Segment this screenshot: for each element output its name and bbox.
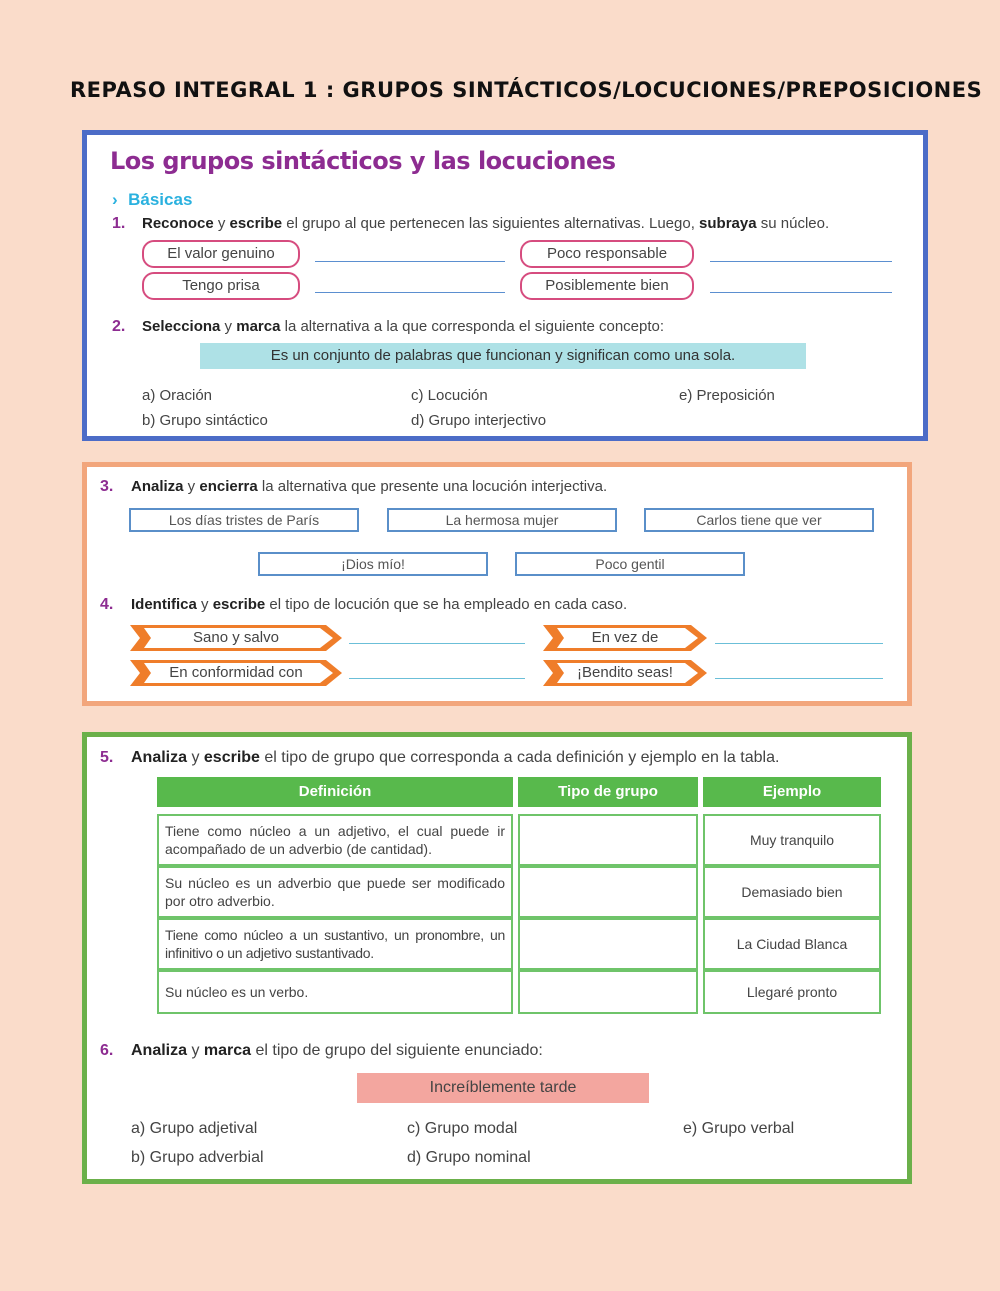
option-c[interactable]: c) Grupo modal <box>407 1120 518 1137</box>
question-number: 6. <box>100 1042 114 1059</box>
question-2-text: Selecciona y marca la alternativa a la que corresponda el siguiente concepto: <box>142 318 665 335</box>
question-5-text: Analiza y escribe el tipo de grupo que corresponda a cada definición y ejemplo en la tabla. <box>131 749 780 766</box>
panel-locuciones <box>82 462 912 706</box>
panel-grupos-sintacticos <box>82 130 928 441</box>
subheading-basicas <box>112 190 192 210</box>
table-header-ejemplo: Ejemplo <box>703 777 881 807</box>
option-b[interactable]: b) Grupo sintáctico <box>142 412 268 429</box>
q3-option[interactable]: Carlos tiene que ver <box>644 508 874 532</box>
q4-item-arrow: ¡Bendito seas! <box>543 660 707 686</box>
panel-tabla-grupos <box>82 732 912 1184</box>
option-a[interactable]: a) Grupo adjetival <box>131 1120 258 1137</box>
table-header-tipo: Tipo de grupo <box>518 777 698 807</box>
question-number: 3. <box>100 478 114 495</box>
q1-item: El valor genuino <box>142 240 300 268</box>
option-c[interactable]: c) Locución <box>411 387 488 404</box>
question-1-text: Reconoce y escribe el grupo al que pertenecen las siguientes alternativas. Luego, subraya su núcleo. <box>142 215 830 232</box>
answer-line[interactable] <box>315 261 505 262</box>
answer-line[interactable] <box>349 643 525 644</box>
table-cell-definition: Su núcleo es un verbo. <box>157 970 513 1014</box>
option-e[interactable]: e) Preposición <box>679 387 775 404</box>
q3-option[interactable]: La hermosa mujer <box>387 508 617 532</box>
q1-item: Posiblemente bien <box>520 272 694 300</box>
q1-item: Tengo prisa <box>142 272 300 300</box>
table-cell-definition: Tiene como núcleo a un adjetivo, el cual puede ir acompañado de un adverbio (de cantidad). <box>157 814 513 866</box>
statement-box: Increíblemente tarde <box>357 1073 649 1103</box>
question-number: 4. <box>100 596 114 613</box>
page-title: REPASO INTEGRAL 1 : GRUPOS SINTÁCTICOS/LOCUCIONES/PREPOSICIONES <box>70 78 983 102</box>
q1-item: Poco responsable <box>520 240 694 268</box>
table-cell-example: Muy tranquilo <box>703 814 881 866</box>
option-d[interactable]: d) Grupo nominal <box>407 1149 531 1166</box>
answer-line[interactable] <box>710 261 892 262</box>
option-e[interactable]: e) Grupo verbal <box>683 1120 795 1137</box>
concept-box: Es un conjunto de palabras que funcionan y significan como una sola. <box>200 343 806 369</box>
answer-line[interactable] <box>349 678 525 679</box>
table-cell-example: Demasiado bien <box>703 866 881 918</box>
subheading-label: Básicas <box>128 190 193 209</box>
table-cell-type-input[interactable] <box>518 814 698 866</box>
q4-item-arrow: Sano y salvo <box>130 625 342 651</box>
q4-item-arrow: En conformidad con <box>130 660 342 686</box>
table-cell-type-input[interactable] <box>518 918 698 970</box>
q3-option[interactable]: Poco gentil <box>515 552 745 576</box>
table-cell-example: Llegaré pronto <box>703 970 881 1014</box>
answer-line[interactable] <box>710 292 892 293</box>
option-a[interactable]: a) Oración <box>142 387 213 404</box>
table-cell-example: La Ciudad Blanca <box>703 918 881 970</box>
q3-option[interactable]: Los días tristes de París <box>129 508 359 532</box>
table-cell-definition: Tiene como núcleo a un sustantivo, un pronombre, un infinitivo o un adjetivo sustantivado. <box>157 918 513 970</box>
chevron-right-icon: › <box>112 190 118 209</box>
table-cell-definition: Su núcleo es un adverbio que puede ser modificado por otro adverbio. <box>157 866 513 918</box>
answer-line[interactable] <box>715 643 883 644</box>
question-number: 1. <box>112 215 126 232</box>
answer-line[interactable] <box>715 678 883 679</box>
question-6-text: Analiza y marca el tipo de grupo del siguiente enunciado: <box>131 1042 543 1059</box>
question-number: 2. <box>112 318 126 335</box>
question-4-text: Identifica y escribe el tipo de locución que se ha empleado en cada caso. <box>131 596 628 613</box>
q3-option[interactable]: ¡Dios mío! <box>258 552 488 576</box>
table-cell-type-input[interactable] <box>518 970 698 1014</box>
table-header-definicion: Definición <box>157 777 513 807</box>
option-d[interactable]: d) Grupo interjectivo <box>411 412 547 429</box>
question-number: 5. <box>100 749 114 766</box>
answer-line[interactable] <box>315 292 505 293</box>
q4-item-arrow: En vez de <box>543 625 707 651</box>
table-cell-type-input[interactable] <box>518 866 698 918</box>
question-3-text: Analiza y encierra la alternativa que presente una locución interjectiva. <box>131 478 608 495</box>
section-heading: Los grupos sintácticos y las locuciones <box>110 147 616 175</box>
option-b[interactable]: b) Grupo adverbial <box>131 1149 264 1166</box>
